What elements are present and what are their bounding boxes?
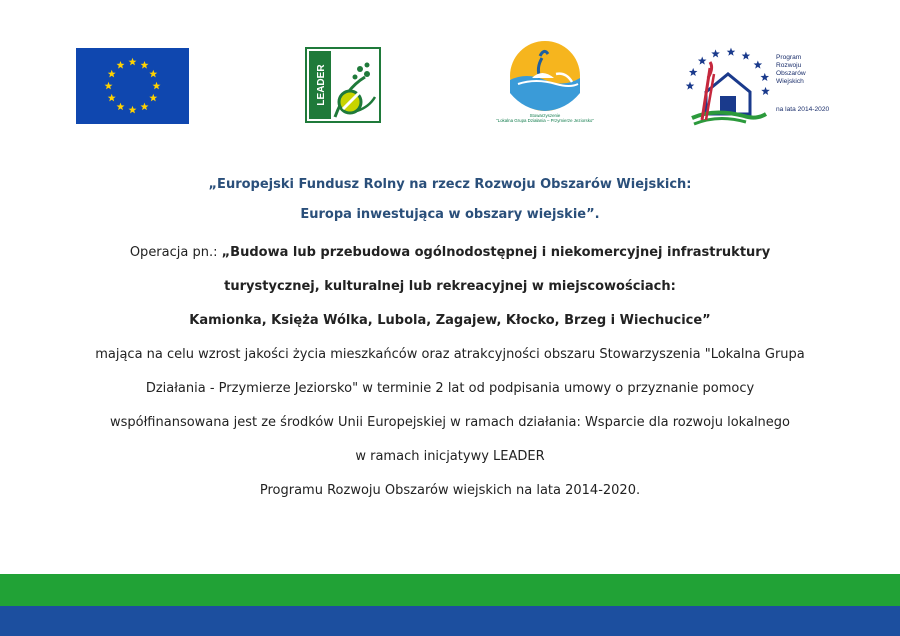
logo-bar (0, 0, 900, 150)
body-line-1: mająca na celu wzrost jakości życia mieszkańców oraz atrakcyjności obszaru Stowarzyszenia "Lokalna Grupa (95, 347, 805, 362)
operation-title-line-1: „Budowa lub przebudowa ogólnodostępnej i niekomercyjnej infrastruktury (221, 245, 771, 260)
lgd-caption-line1: Stowarzyszenie (529, 113, 561, 118)
lgd-przymierze-jeziorsko-logo-icon (486, 38, 604, 128)
eu-star-icon (108, 70, 116, 78)
header-line-1: „Europejski Fundusz Rolny na rzecz Rozwoju Obszarów Wiejskich: (208, 177, 692, 192)
eu-star-icon (117, 61, 125, 69)
eu-star-icon (141, 61, 149, 69)
leader-logo-icon (305, 47, 381, 123)
prow-star-icon (686, 82, 695, 90)
prow-line-program: Program (776, 54, 802, 61)
body-line-5: Programu Rozwoju Obszarów wiejskich na lata 2014-2020. (259, 483, 641, 498)
prow-logo-icon (684, 44, 830, 126)
header-line-2: Europa inwestująca w obszary wiejskie”. (300, 207, 600, 222)
eu-star-icon (117, 103, 125, 111)
eu-star-icon (149, 70, 157, 78)
prow-line-rozwoju: Rozwoju (776, 62, 802, 69)
operation-title-line-2: turystycznej, kulturalnej lub rekreacyjnej w miejscowościach: (224, 279, 676, 294)
footer-green-band (0, 574, 900, 606)
lgd-caption-line2: "Lokalna Grupa Działania – Przymierze Jeziorsko" (496, 118, 594, 123)
prow-line-obszarow: Obszarów (776, 70, 806, 77)
prow-star-icon (754, 60, 763, 68)
prow-star-icon (742, 52, 751, 60)
eu-star-icon (108, 94, 116, 102)
prow-star-icon (698, 57, 707, 65)
eu-star-icon (141, 103, 149, 111)
operation-title-line-3: Kamionka, Księża Wólka, Lubola, Zagajew, Kłocko, Brzeg i Wiechucice” (189, 313, 711, 328)
lgd-caption (486, 113, 604, 123)
prow-star-icon (689, 68, 698, 76)
prow-star-icon (711, 49, 720, 57)
prow-star-icon (727, 48, 736, 56)
body-line-2: Działania - Przymierze Jeziorsko" w terminie 2 lat od podpisania umowy o przyznanie pomocy (145, 381, 755, 396)
eu-star-icon (129, 106, 137, 114)
announcement-text (0, 170, 900, 508)
eu-stars-icon (76, 48, 189, 124)
eu-star-icon (105, 82, 113, 90)
prow-star-icon (761, 87, 770, 95)
prow-line-wiejskich: Wiejskich (776, 78, 804, 85)
prow-star-icon (760, 73, 769, 81)
body-line-3: współfinansowana jest ze środków Unii Europejskiej w ramach działania: Wsparcie dla rozwoju lokalnego (110, 415, 790, 430)
body-line-4: w ramach inicjatywy LEADER (355, 449, 545, 464)
prow-logo-text (776, 54, 806, 86)
prow-years: na lata 2014-2020 (776, 106, 830, 113)
operation-prefix: Operacja pn.: (129, 245, 222, 260)
eu-star-icon (153, 82, 161, 90)
footer-blue-band (0, 606, 900, 636)
leader-logo-text: LEADER (316, 64, 327, 106)
eu-flag-icon (76, 48, 189, 124)
operation-line-1 (0, 236, 900, 270)
eu-star-icon (149, 94, 157, 102)
eu-star-icon (129, 58, 137, 66)
